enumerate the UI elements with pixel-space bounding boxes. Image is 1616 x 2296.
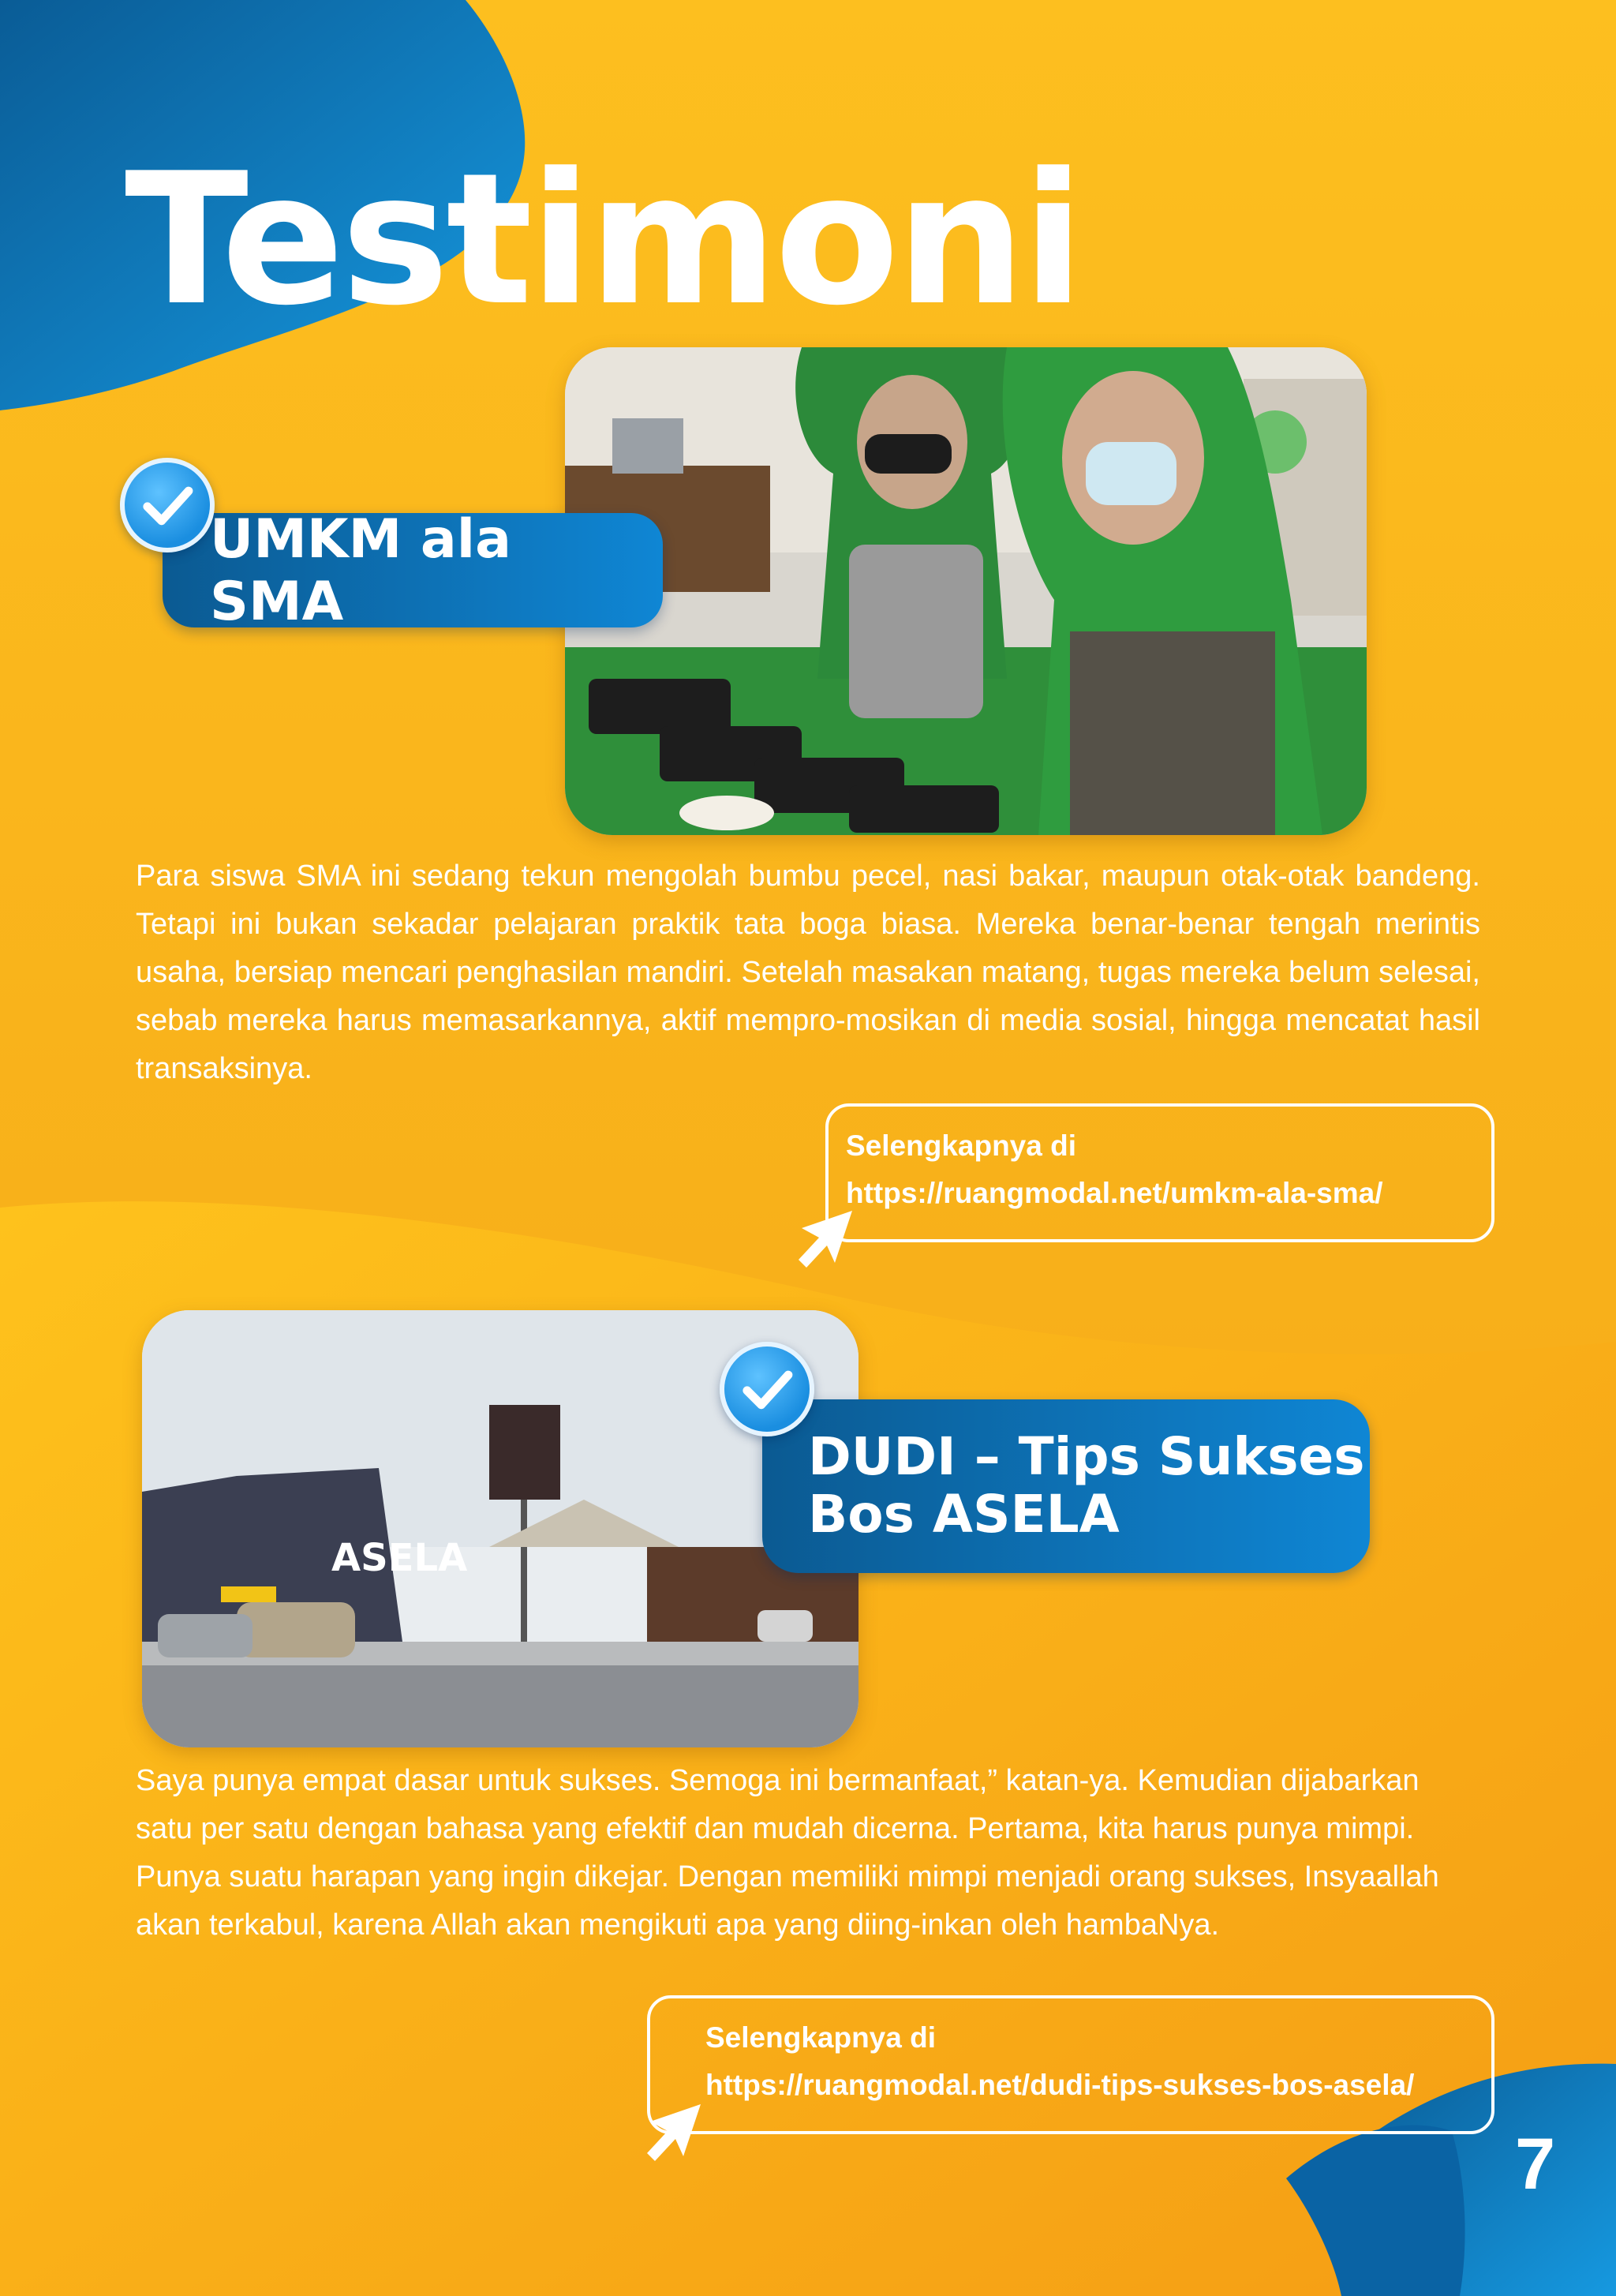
dudi-paragraph: Saya punya empat dasar untuk sukses. Semoga ini bermanfaat,” katan-ya. Kemudian dijabarkan satu per satu dengan bahasa yang efektif dan mudah dicerna. Pertama, kita harus punya mimpi. Punya suatu harapan yang ingin dikejar. Dengan memiliki mimpi menjadi orang sukses, Insyaallah akan terkabul, karena Allah akan mengikuti apa yang diing-inkan oleh hambaNya. [136, 1764, 1439, 1942]
umkm-photo [565, 347, 1367, 835]
page-number: 7 [1515, 2124, 1556, 2204]
check-icon [120, 458, 215, 552]
cursor-icon [787, 1200, 863, 1275]
dudi-heading-badge [762, 1399, 1370, 1573]
dudi-link-label: Selengkapnya di [705, 2021, 936, 2054]
dudi-link-box[interactable] [647, 1995, 1494, 2134]
cursor-icon [636, 2093, 712, 2169]
umkm-heading-badge [163, 508, 663, 633]
asela-sign-text: ASELA [331, 1536, 468, 1580]
umkm-heading: UMKM ala SMA [210, 508, 512, 633]
dudi-link-url[interactable]: https://ruangmodal.net/dudi-tips-sukses-bos-asela/ [705, 2069, 1415, 2101]
check-icon [720, 1342, 814, 1436]
umkm-link-url[interactable]: https://ruangmodal.net/umkm-ala-sma/ [846, 1177, 1383, 1209]
page-title: Testimoni [125, 135, 1082, 346]
umkm-link-box[interactable] [825, 1103, 1494, 1242]
dudi-heading: DUDI – Tips Sukses Bos ASELA [808, 1426, 1365, 1545]
umkm-link-label: Selengkapnya di [846, 1129, 1076, 1162]
umkm-paragraph: Para siswa SMA ini sedang tekun mengolah bumbu pecel, nasi bakar, maupun otak-otak bandeng. Tetapi ini bukan sekadar pelajaran praktik tata boga biasa. Mereka benar-benar tengah merintis usaha, bersiap mencari penghasilan mandiri. Setelah masakan matang, tugas mereka belum selesai, sebab mereka harus memasarkannya, aktif mempro-mosikan di media sosial, hingga mencatat hasil transaksinya. [136, 860, 1480, 1085]
